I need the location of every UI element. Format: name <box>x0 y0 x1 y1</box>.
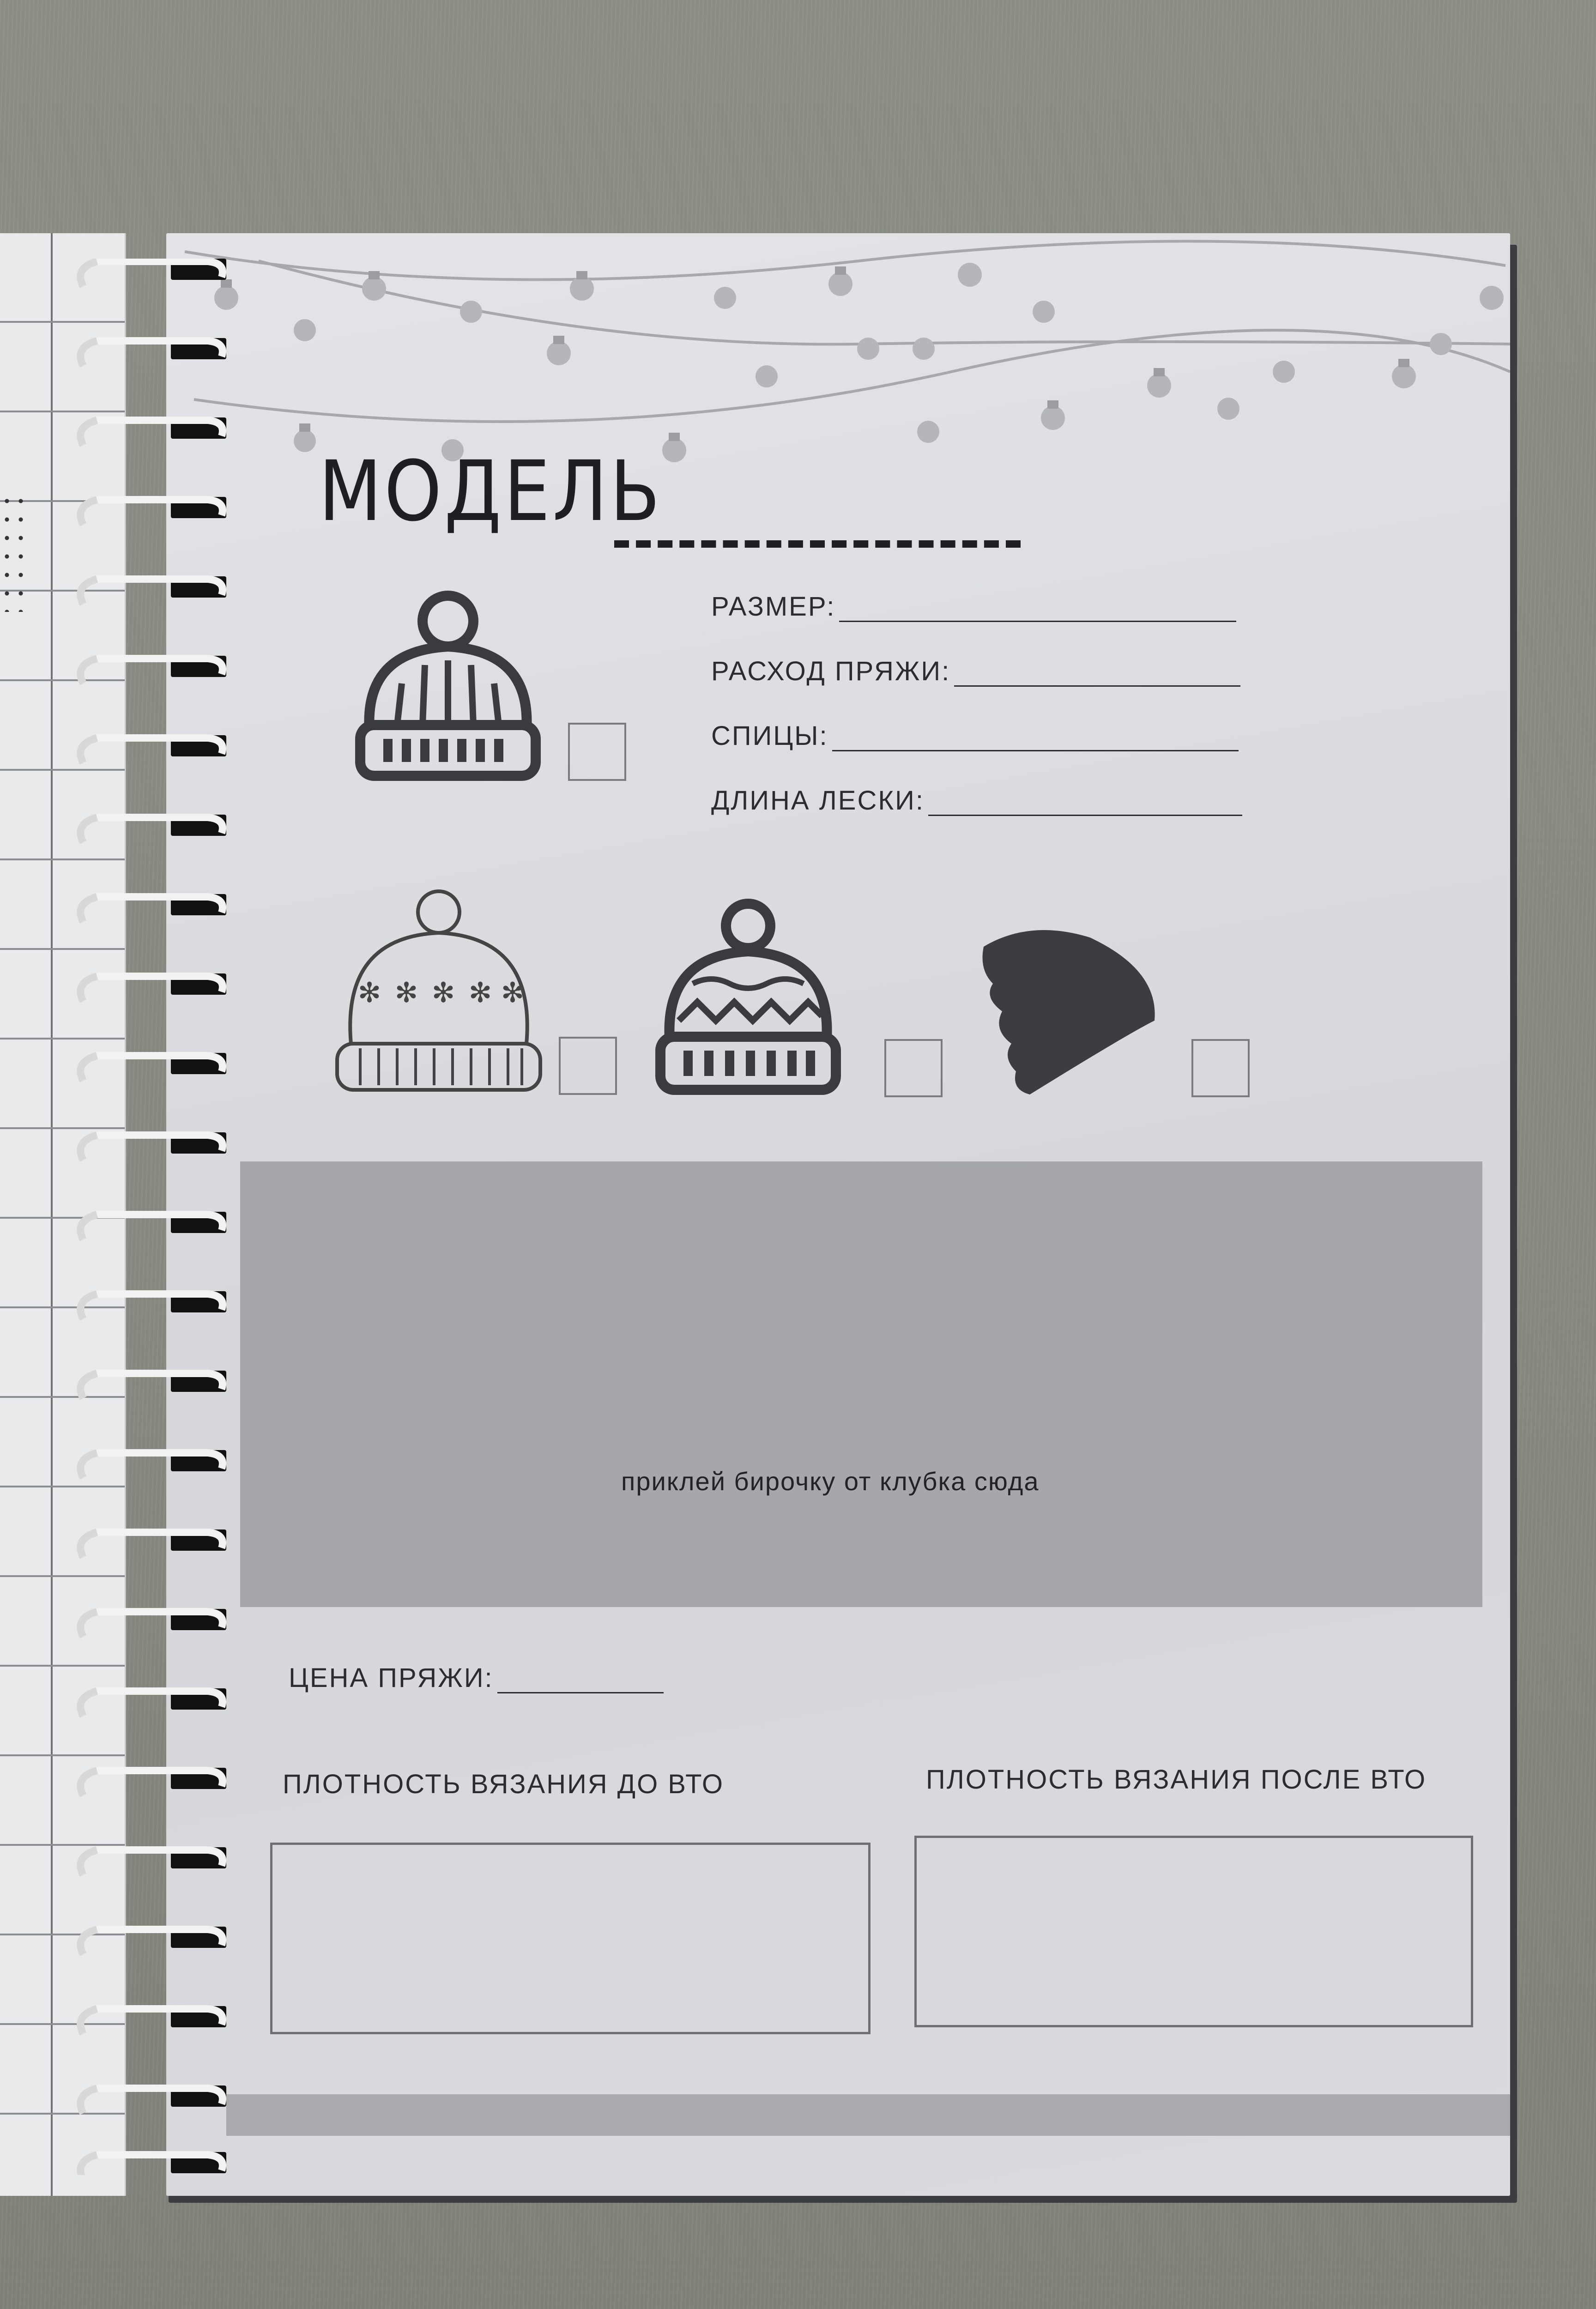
page-title: МОДЕЛЬ <box>319 443 663 540</box>
size-label: РАЗМЕР: <box>711 592 836 622</box>
needles-label: СПИЦЫ: <box>711 721 828 751</box>
gauge-after-label: ПЛОТНОСТЬ ВЯЗАНИЯ ПОСЛЕ ВТО <box>926 1765 1427 1795</box>
cable-length-line[interactable] <box>928 796 1242 816</box>
size-field[interactable] <box>711 591 1236 622</box>
zigzag-beanie-pompom-icon <box>651 896 845 1099</box>
svg-text:✻: ✻ <box>394 977 418 1009</box>
svg-text:✻: ✻ <box>501 977 525 1009</box>
hat-option-4-checkbox[interactable] <box>1191 1039 1250 1097</box>
svg-text:✻: ✻ <box>357 977 381 1009</box>
svg-text:✻: ✻ <box>468 977 492 1009</box>
gauge-after-box[interactable] <box>914 1836 1473 2027</box>
yarn-consumption-line[interactable] <box>954 667 1240 687</box>
previous-page-marks <box>0 492 28 612</box>
svg-text:✻: ✻ <box>431 977 455 1009</box>
page-bottom-band <box>226 2094 1510 2136</box>
yarn-price-label: ЦЕНА ПРЯЖИ: <box>289 1663 494 1693</box>
snowflake-beanie-pompom-icon <box>332 887 545 1099</box>
yarn-label-hint: приклей бирочку от клубка сюда <box>621 1467 1040 1496</box>
yarn-consumption-field[interactable] <box>711 656 1240 687</box>
ribbed-beanie-pompom-icon <box>351 586 545 785</box>
model-name-line[interactable] <box>614 540 1021 548</box>
cable-length-field[interactable] <box>711 785 1242 816</box>
size-line[interactable] <box>839 602 1236 622</box>
yarn-price-field[interactable] <box>289 1662 664 1693</box>
hat-option-2-checkbox[interactable] <box>559 1037 617 1095</box>
needles-line[interactable] <box>832 731 1239 751</box>
yarn-price-line[interactable] <box>497 1674 664 1693</box>
yarn-consumption-label: РАСХОД ПРЯЖИ: <box>711 656 951 686</box>
gauge-before-label: ПЛОТНОСТЬ ВЯЗАНИЯ ДО ВТО <box>283 1769 725 1799</box>
cable-length-label: ДЛИНА ЛЕСКИ: <box>711 786 925 816</box>
hat-option-3-checkbox[interactable] <box>884 1039 943 1097</box>
slouchy-beanie-icon <box>974 919 1159 1104</box>
gauge-before-box[interactable] <box>270 1843 871 2034</box>
needles-field[interactable] <box>711 720 1239 751</box>
yarn-label-paste-area[interactable] <box>240 1161 1482 1607</box>
spiral-binding <box>69 259 236 2175</box>
hat-option-1-checkbox[interactable] <box>568 723 626 781</box>
